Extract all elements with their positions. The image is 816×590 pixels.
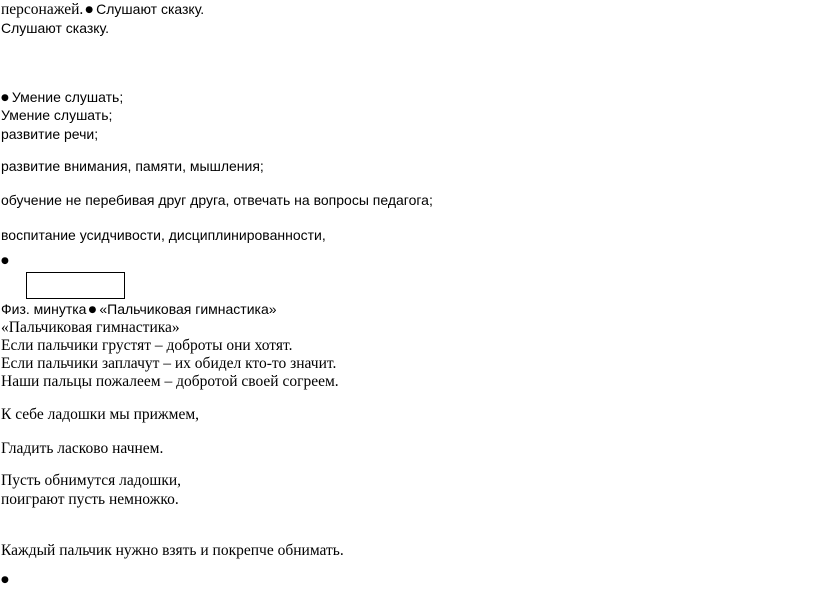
bullet-item-text: Умение слушать; (11, 89, 124, 105)
line-teaching-answer: обучение не перебивая друг друга, отвечать на вопросы педагога; (1, 192, 433, 208)
bullet-icon: ● (88, 305, 97, 315)
bullet-icon: ● (85, 5, 94, 15)
verse-line-3: Наши пальцы пожалеем – добротой своей согреем. (1, 373, 339, 390)
verse-line-1: Если пальчики грустят – доброты они хотят. (1, 337, 293, 354)
verse-line-8: Каждый пальчик нужно взять и покрепче обнимать. (1, 542, 344, 559)
line-finger-gymnastics: «Пальчиковая гимнастика» (1, 319, 180, 336)
line-speech-development: развитие речи; (1, 126, 99, 142)
bullet-icon: ● (1, 256, 9, 266)
verse-line-6: Пусть обнимутся ладошки, (1, 472, 182, 489)
empty-frame-box (26, 272, 125, 299)
line-text: Физ. минутка (1, 301, 87, 317)
line-listen-tale: Слушают сказку. (1, 20, 110, 36)
bullet-icon: ● (1, 575, 9, 585)
line-characters-listen (1, 0, 204, 19)
line-discipline: воспитание усидчивости, дисциплинированности, (1, 227, 326, 243)
verse-line-2: Если пальчики заплачут – их обидел кто-то значит. (1, 355, 337, 372)
verse-line-4: К себе ладошки мы прижмем, (1, 406, 200, 423)
line-text: персонажей. (1, 1, 84, 18)
line-physical-minute (1, 300, 277, 319)
verse-line-5: Гладить ласково начнем. (1, 440, 164, 457)
line-bullet-listening-skill (1, 88, 123, 107)
line-listening-skill: Умение слушать; (1, 107, 113, 123)
line-attention-memory: развитие внимания, памяти, мышления; (1, 158, 264, 174)
verse-line-7: поиграют пусть немножко. (1, 491, 179, 508)
bullet-item-text: Слушают сказку. (96, 1, 205, 17)
bullet-item-text: «Пальчиковая гимнастика» (99, 301, 277, 317)
bullet-icon: ● (1, 93, 9, 103)
